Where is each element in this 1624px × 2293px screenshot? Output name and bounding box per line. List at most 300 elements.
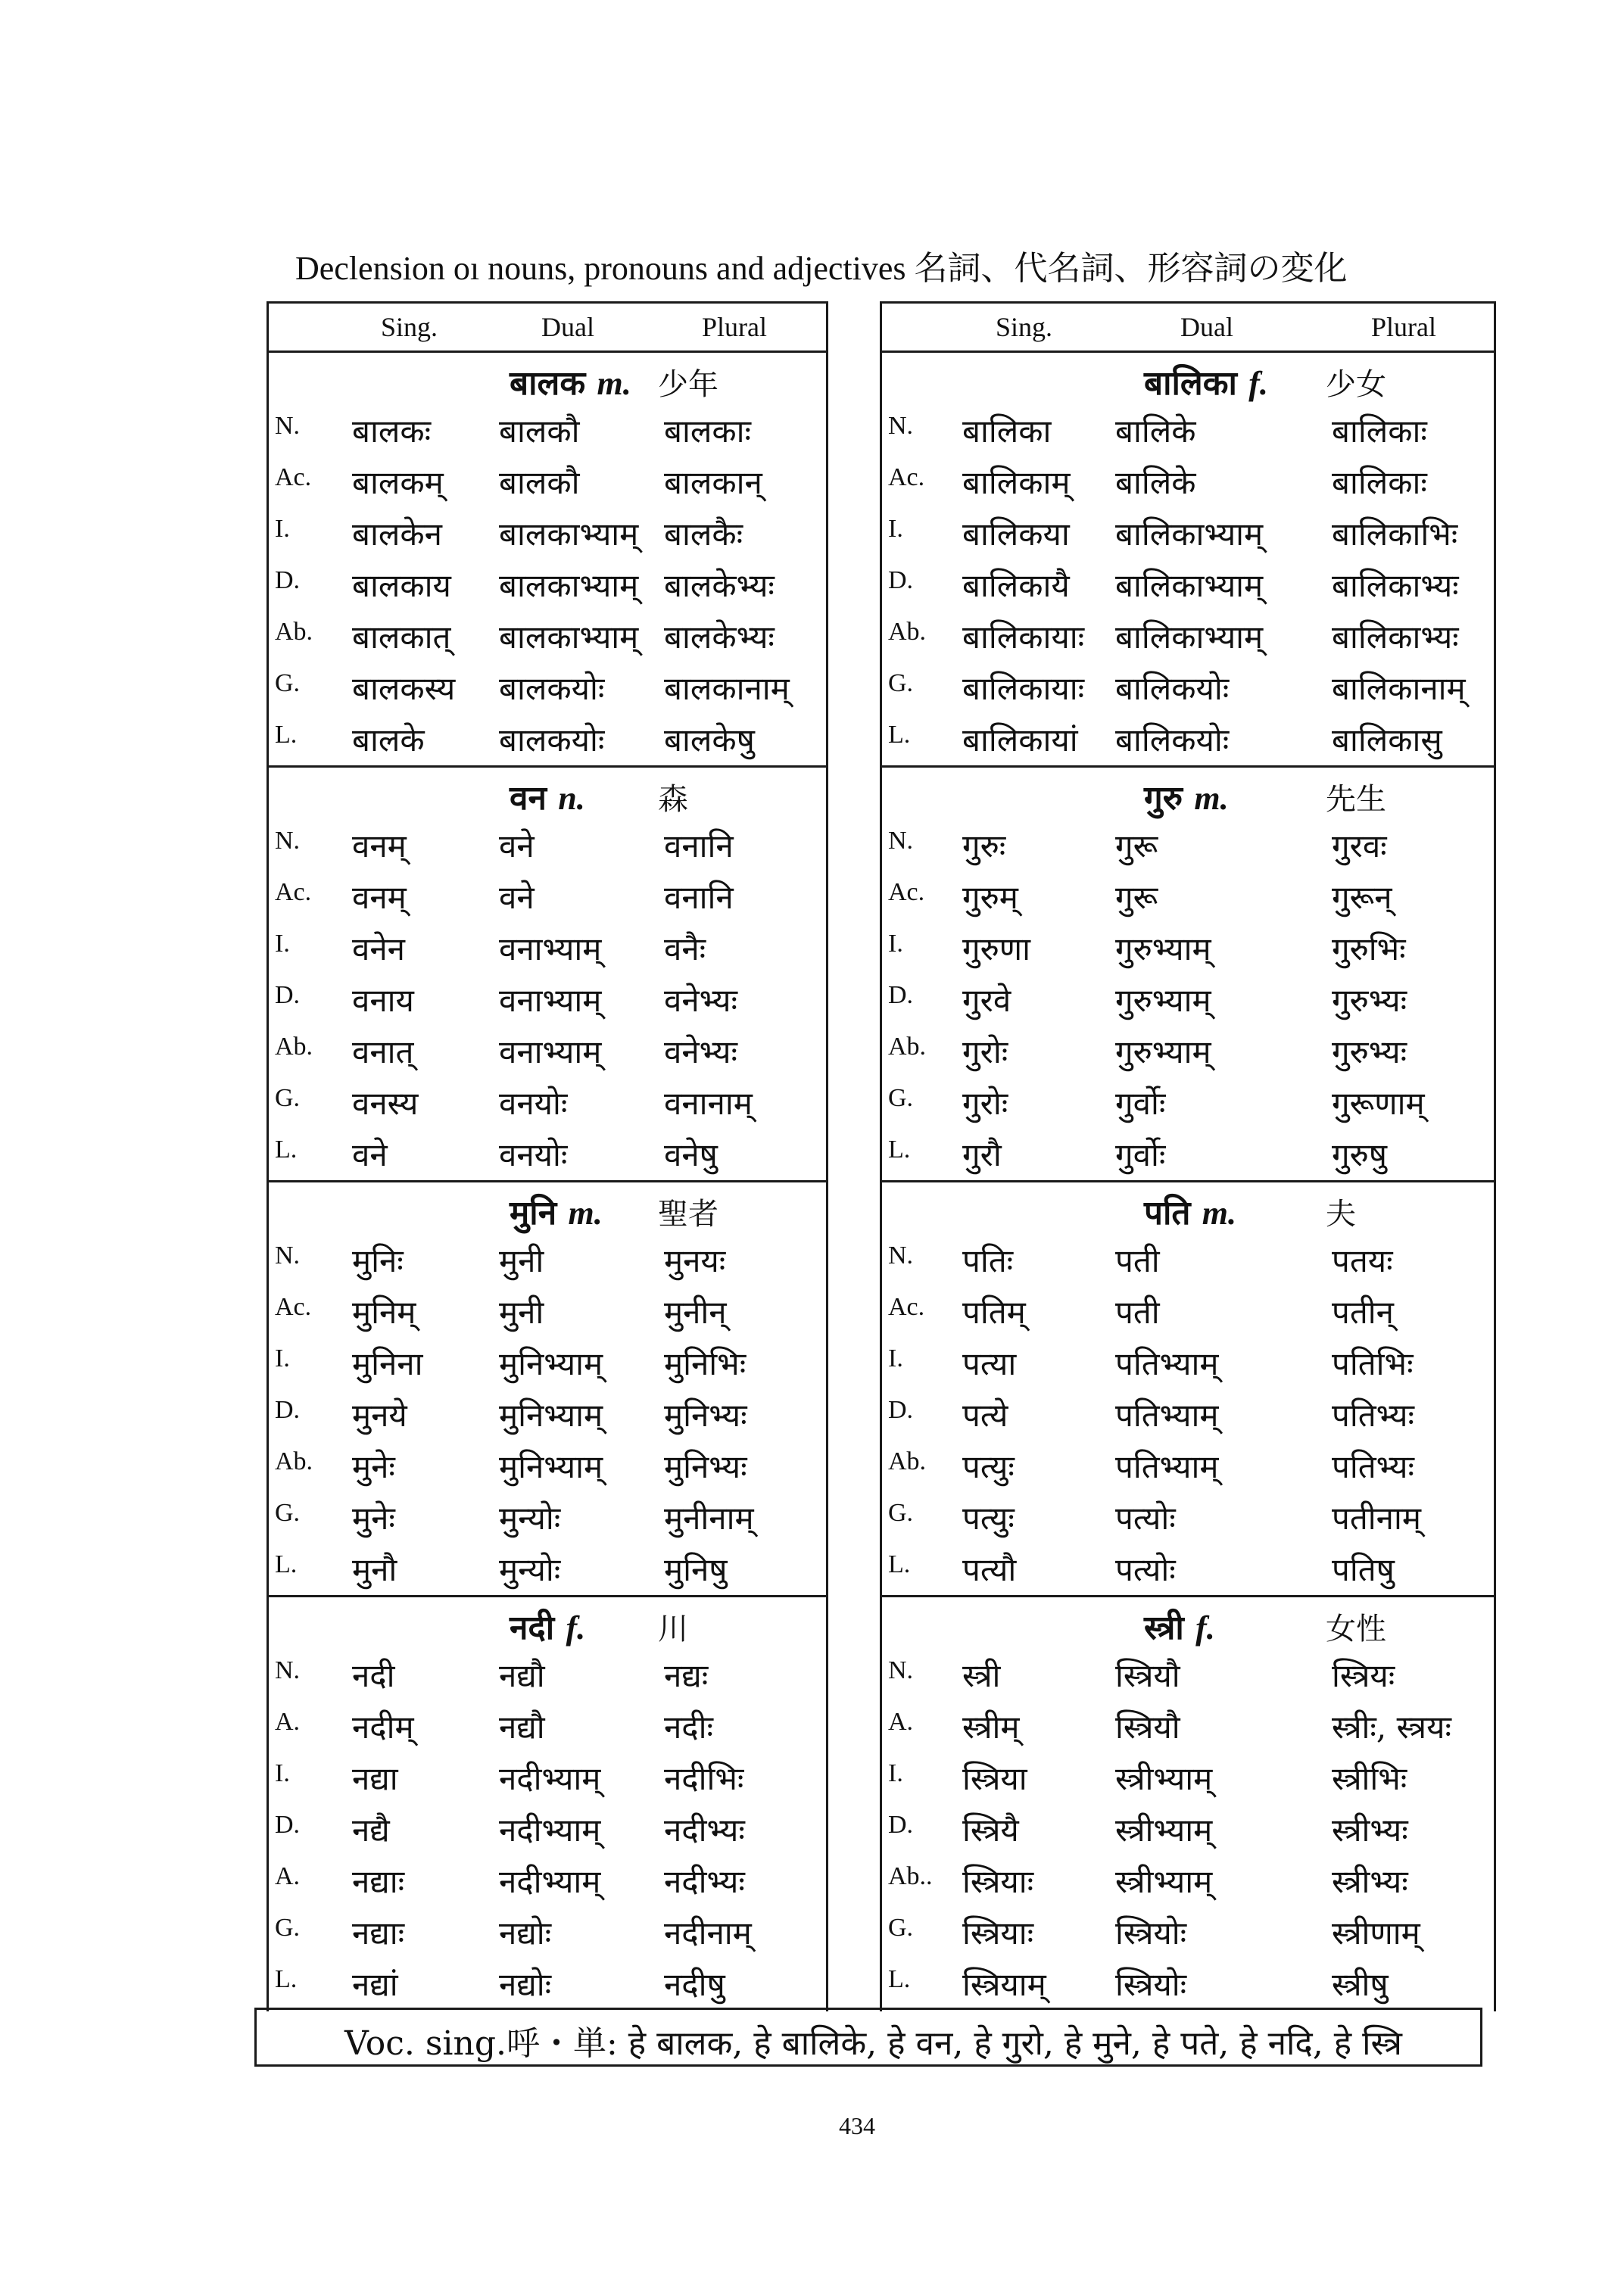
dual-form: स्त्रियौ (1115, 1709, 1180, 1746)
case-label: G. (888, 669, 914, 697)
declension-block (882, 353, 1494, 768)
case-row (269, 1030, 826, 1081)
case-label: D. (275, 981, 301, 1009)
declension-block (882, 1597, 1494, 2010)
sing-form: नद्यै (352, 1812, 390, 1849)
plural-form: स्त्रीषु (1332, 1966, 1389, 2003)
dual-form: बालकयोः (499, 721, 605, 759)
noun-gender: m. (597, 365, 631, 402)
case-label: G. (888, 1084, 914, 1112)
dual-form: वने (499, 879, 535, 916)
sing-form: गुरौ (962, 1136, 1002, 1173)
case-label: L. (275, 1136, 298, 1164)
case-row (882, 666, 1494, 718)
dual-form: गुर्वोः (1115, 1085, 1166, 1122)
case-row (269, 409, 826, 460)
plural-form: वनैः (664, 930, 706, 967)
case-row (269, 927, 826, 978)
sing-form: गुरुणा (962, 930, 1031, 967)
case-row (269, 978, 826, 1030)
declension-block (269, 1597, 826, 2010)
case-row (269, 1653, 826, 1705)
dual-form: पती (1115, 1294, 1160, 1331)
plural-form: मुनिषु (664, 1551, 728, 1588)
plural-form: मुनिभिः (664, 1345, 747, 1382)
dual-form: स्त्रियोः (1115, 1966, 1187, 2003)
sing-form: गुरोः (962, 1033, 1008, 1070)
case-label: Ab. (275, 1447, 313, 1475)
case-row (882, 1444, 1494, 1496)
case-row (269, 1393, 826, 1444)
case-row (269, 1547, 826, 1599)
case-label: G. (275, 1084, 301, 1112)
noun-stem: स्त्री (1144, 1609, 1184, 1647)
dual-form: पतिभ्याम् (1115, 1345, 1219, 1382)
plural-form: बालिकानाम् (1332, 670, 1466, 707)
noun-gloss: 聖者 (658, 1197, 718, 1232)
plural-form: वनेभ्यः (664, 982, 737, 1019)
dual-form: बालिके (1115, 464, 1196, 501)
sing-form: गुरुः (962, 827, 1006, 865)
plural-form: गुरुभिः (1332, 930, 1406, 967)
noun-gender: m. (1202, 1195, 1237, 1232)
plural-form: पतीन् (1332, 1294, 1394, 1331)
dual-form: मुनिभ्याम् (499, 1345, 603, 1382)
case-label: D. (275, 1811, 301, 1839)
case-row (269, 615, 826, 666)
plural-form: वनेषु (664, 1136, 718, 1173)
case-row (269, 1290, 826, 1341)
case-row (269, 1238, 826, 1290)
noun-gender: f. (1248, 365, 1268, 402)
sing-form: बालिका (962, 413, 1052, 450)
case-label: D. (888, 1811, 914, 1839)
plural-form: पतिभ्यः (1332, 1397, 1414, 1434)
plural-form: नदीः (664, 1709, 713, 1746)
vocative-text: Voc. sing.呼・単: हे बालक, हे बालिके, हे वन, हे गुरो, हे मुने, हे पते, हे नदि, हे स्त्रि (344, 2024, 1402, 2063)
case-row (882, 563, 1494, 615)
dual-form: बालकयोः (499, 670, 605, 707)
plural-form: वनानि (664, 879, 734, 916)
case-label: I. (888, 515, 903, 543)
noun-gloss: 先生 (1326, 782, 1386, 817)
case-row (882, 1547, 1494, 1599)
plural-form: पतिषु (1332, 1551, 1395, 1588)
case-label: N. (275, 1242, 301, 1270)
case-label: N. (888, 412, 914, 440)
dual-form: नदीभ्याम् (499, 1863, 601, 1900)
plural-form: बालिकाः (1332, 464, 1427, 501)
sing-form: बालकाय (352, 567, 451, 604)
sing-form: नद्या (352, 1760, 398, 1797)
sing-form: नद्यां (352, 1966, 398, 2003)
noun-gender: m. (1194, 780, 1229, 817)
dual-form: पतिभ्याम् (1115, 1397, 1219, 1434)
noun-stem: बालिका (1144, 364, 1237, 403)
case-label: L. (275, 1965, 298, 1993)
vocative-row (254, 2008, 1482, 2067)
dual-form: पती (1115, 1242, 1160, 1279)
case-row (269, 512, 826, 563)
plural-form: मुनिभ्यः (664, 1448, 747, 1485)
dual-form: बालिकयोः (1115, 670, 1230, 707)
case-label: N. (888, 1656, 914, 1684)
case-row (882, 1238, 1494, 1290)
sing-form: वनस्य (352, 1085, 419, 1122)
plural-form: बालकेभ्यः (664, 618, 775, 656)
declension-block (269, 1182, 826, 1597)
case-row (882, 1081, 1494, 1132)
sing-form: बालिकया (962, 516, 1070, 553)
case-row (269, 1132, 826, 1184)
dual-form: गुरू (1115, 827, 1158, 865)
sing-form: स्त्रियाम् (962, 1966, 1046, 2003)
plural-form: गुरुषु (1332, 1136, 1388, 1173)
plural-form: बालिकाभिः (1332, 516, 1458, 553)
sing-form: स्त्रियै (962, 1812, 1019, 1849)
case-label: G. (888, 1499, 914, 1527)
case-label: I. (275, 515, 290, 543)
sing-form: बालिकायाः (962, 618, 1085, 656)
dual-form: मुन्योः (499, 1551, 561, 1588)
case-label: L. (888, 1136, 911, 1164)
case-label: D. (888, 981, 914, 1009)
sing-form: नद्याः (352, 1863, 405, 1900)
case-label: A. (275, 1708, 301, 1736)
sing-form: बालकात् (352, 618, 451, 656)
noun-stem: मुनि (510, 1194, 557, 1232)
noun-stem: पति (1144, 1194, 1191, 1232)
declension-block (882, 1182, 1494, 1597)
plural-form: नद्यः (664, 1657, 709, 1694)
plural-form: मुनिभ्यः (664, 1397, 747, 1434)
plural-form: वनानाम् (664, 1085, 753, 1122)
plural-form: पतयः (1332, 1242, 1393, 1279)
case-label: Ac. (275, 878, 312, 906)
sing-form: बालकम् (352, 464, 444, 501)
case-label: N. (275, 412, 301, 440)
plural-form: बालिकाः (1332, 413, 1427, 450)
sing-form: बालिकायाः (962, 670, 1085, 707)
left-declension-table (267, 301, 828, 2011)
case-row (882, 512, 1494, 563)
dual-form: नद्योः (499, 1966, 552, 2003)
sing-form: स्त्रियाः (962, 1914, 1034, 1952)
sing-form: पत्ये (962, 1397, 1008, 1434)
case-label: I. (888, 930, 903, 958)
case-label: A. (888, 1708, 914, 1736)
case-row (269, 824, 826, 875)
noun-gender: m. (568, 1195, 603, 1232)
dual-form: बालिकयोः (1115, 721, 1230, 759)
case-label: N. (275, 827, 301, 855)
sing-form: मुनये (352, 1397, 407, 1434)
sing-form: बालिकायै (962, 567, 1070, 604)
sing-form: पत्युः (962, 1448, 1015, 1485)
case-row (882, 875, 1494, 927)
sing-form: वनात् (352, 1033, 414, 1070)
case-row (269, 1705, 826, 1756)
case-label: I. (275, 930, 290, 958)
sing-form: मुनौ (352, 1551, 397, 1588)
page-title: Declension oı nouns, pronouns and adjectives 名詞、代名詞、形容詞の変化 (295, 250, 1348, 287)
case-row (882, 824, 1494, 875)
dual-form: बालिकाभ्याम् (1115, 618, 1264, 656)
case-label: L. (888, 721, 911, 749)
plural-form: नदीनाम् (664, 1914, 752, 1952)
plural-form: बालकैः (664, 516, 743, 553)
dual-form: गुरुभ्याम् (1115, 982, 1211, 1019)
case-label: D. (888, 1396, 914, 1424)
sing-form: बालकेन (352, 516, 442, 553)
dual-form: स्त्रियोः (1115, 1914, 1187, 1952)
dual-form: मुनिभ्याम् (499, 1397, 603, 1434)
case-label: L. (888, 1965, 911, 1993)
case-row (882, 460, 1494, 512)
case-label: I. (888, 1759, 903, 1787)
noun-title (1144, 1189, 1236, 1234)
noun-stem: बालक (510, 364, 586, 403)
noun-stem: नदी (510, 1609, 555, 1647)
noun-title (510, 1189, 603, 1234)
dual-form: बालकाभ्याम् (499, 618, 639, 656)
plural-form: मुनीन् (664, 1294, 727, 1331)
case-label: G. (275, 1499, 301, 1527)
noun-title (1144, 774, 1229, 819)
dual-form: बालिकाभ्याम् (1115, 567, 1264, 604)
sing-form: नद्याः (352, 1914, 405, 1952)
case-row (269, 1444, 826, 1496)
case-row (269, 1496, 826, 1547)
dual-form: स्त्रीभ्याम् (1115, 1760, 1213, 1797)
case-label: Ac. (275, 463, 312, 491)
case-row (882, 1132, 1494, 1184)
plural-form: बालिकाभ्यः (1332, 618, 1459, 656)
dual-form: स्त्रियौ (1115, 1657, 1180, 1694)
dual-form: वनाभ्याम् (499, 982, 602, 1019)
sing-form: बालिकायां (962, 721, 1078, 759)
case-label: A. (275, 1862, 301, 1890)
case-label: G. (275, 669, 301, 697)
case-row (882, 1496, 1494, 1547)
case-label: N. (275, 1656, 301, 1684)
case-label: G. (275, 1914, 301, 1942)
case-row (269, 1911, 826, 1962)
case-row (882, 978, 1494, 1030)
plural-form: मुनीनाम् (664, 1500, 754, 1537)
case-label: N. (888, 827, 914, 855)
dual-form: नद्यौ (499, 1709, 545, 1746)
sing-form: मुनेः (352, 1500, 395, 1537)
sing-form: वनाय (352, 982, 414, 1019)
sing-form: गुरवे (962, 982, 1011, 1019)
plural-form: वनानि (664, 827, 734, 865)
dual-form: गुरुभ्याम् (1115, 930, 1211, 967)
case-row (269, 1081, 826, 1132)
sing-form: मुनिः (352, 1242, 404, 1279)
noun-gloss: 夫 (1326, 1197, 1356, 1232)
dual-form: बालकौ (499, 464, 580, 501)
sing-form: मुनिना (352, 1345, 423, 1382)
column-header-row (882, 304, 1494, 353)
plural-form: स्त्रीभिः (1332, 1760, 1407, 1797)
plural-form: गुरूणाम् (1332, 1085, 1425, 1122)
case-label: Ab. (888, 618, 927, 646)
plural-form: पतिभ्यः (1332, 1448, 1414, 1485)
declension-block (882, 768, 1494, 1182)
sing-form: स्त्रीम् (962, 1709, 1020, 1746)
dual-form: नद्योः (499, 1914, 552, 1952)
case-row (269, 1808, 826, 1859)
case-row (269, 718, 826, 769)
sing-form: पत्या (962, 1345, 1017, 1382)
plural-form: स्त्रीभ्यः (1332, 1863, 1408, 1900)
case-label: Ab. (888, 1033, 927, 1061)
case-label: Ac. (888, 1293, 925, 1321)
sing-form: स्त्रिया (962, 1760, 1027, 1797)
noun-gender: f. (1195, 1609, 1215, 1647)
noun-gloss: 川 (658, 1612, 688, 1647)
case-row (882, 409, 1494, 460)
sing-form: बालकस्य (352, 670, 456, 707)
case-label: D. (275, 1396, 301, 1424)
plural-form: नदीभ्यः (664, 1812, 745, 1849)
sing-form: बालिकाम् (962, 464, 1071, 501)
noun-gloss: 女性 (1326, 1612, 1386, 1647)
case-label: Ab. (275, 1033, 313, 1061)
dual-form: बालकाभ्याम् (499, 567, 639, 604)
sing-form: वने (352, 1136, 388, 1173)
sing-form: पतिम् (962, 1294, 1026, 1331)
plural-form: गुरुभ्यः (1332, 1033, 1407, 1070)
case-row (269, 460, 826, 512)
case-row (882, 1859, 1494, 1911)
column-header-row (269, 304, 826, 353)
case-row (882, 1756, 1494, 1808)
case-row (269, 563, 826, 615)
case-row (269, 666, 826, 718)
dual-form: गुरू (1115, 879, 1158, 916)
noun-title (1144, 359, 1268, 404)
plural-form: स्त्रीणाम् (1332, 1914, 1420, 1952)
sing-form: स्त्रियाः (962, 1863, 1034, 1900)
case-row (882, 1290, 1494, 1341)
plural-form: बालकानाम् (664, 670, 790, 707)
case-row (882, 1808, 1494, 1859)
noun-title (1144, 1603, 1215, 1649)
sing-form: नदी (352, 1657, 395, 1694)
case-row (882, 718, 1494, 769)
noun-gender: n. (558, 780, 585, 817)
case-label: Ac. (888, 463, 925, 491)
case-row (882, 1962, 1494, 2014)
dual-form: मुनी (499, 1294, 544, 1331)
column-header-sing: Sing. (381, 312, 438, 342)
plural-form: नदीभिः (664, 1760, 744, 1797)
dual-form: बालकौ (499, 413, 580, 450)
dual-form: नदीभ्याम् (499, 1812, 601, 1849)
case-label: L. (275, 721, 298, 749)
case-label: Ab.. (888, 1862, 933, 1890)
sing-form: वनम् (352, 827, 407, 865)
dual-form: गुरुभ्याम् (1115, 1033, 1211, 1070)
plural-form: पतिभिः (1332, 1345, 1414, 1382)
dual-form: स्त्रीभ्याम् (1115, 1863, 1213, 1900)
dual-form: बालिके (1115, 413, 1196, 450)
plural-form: स्त्रियः (1332, 1657, 1395, 1694)
case-label: Ac. (888, 878, 925, 906)
noun-gender: f. (566, 1609, 586, 1647)
dual-form: स्त्रीभ्याम् (1115, 1812, 1213, 1849)
dual-form: वनाभ्याम् (499, 930, 602, 967)
plural-form: वनेभ्यः (664, 1033, 737, 1070)
dual-form: नद्यौ (499, 1657, 545, 1694)
noun-gloss: 少女 (1326, 367, 1386, 402)
dual-form: मुन्योः (499, 1500, 561, 1537)
case-label: D. (275, 566, 301, 594)
dual-form: पत्योः (1115, 1500, 1176, 1537)
case-label: G. (888, 1914, 914, 1942)
dual-form: पत्योः (1115, 1551, 1176, 1588)
case-row (882, 1393, 1494, 1444)
column-header-dual: Dual (541, 312, 594, 342)
case-row (882, 927, 1494, 978)
case-row (882, 615, 1494, 666)
column-header-plural: Plural (702, 312, 767, 342)
sing-form: पतिः (962, 1242, 1014, 1279)
noun-gloss: 少年 (658, 367, 718, 402)
plural-form: स्त्रीभ्यः (1332, 1812, 1408, 1849)
case-label: L. (275, 1550, 298, 1578)
case-label: Ac. (275, 1293, 312, 1321)
column-header-dual: Dual (1180, 312, 1233, 342)
plural-form: नदीभ्यः (664, 1863, 745, 1900)
sing-form: पत्यौ (962, 1551, 1017, 1588)
case-row (882, 1030, 1494, 1081)
dual-form: वनाभ्याम् (499, 1033, 602, 1070)
dual-form: मुनी (499, 1242, 544, 1279)
plural-form: गुरुभ्यः (1332, 982, 1407, 1019)
sing-form: वनम् (352, 879, 407, 916)
plural-form: नदीषु (664, 1966, 725, 2003)
case-row (882, 1705, 1494, 1756)
noun-gloss: 森 (658, 782, 688, 817)
case-label: Ab. (888, 1447, 927, 1475)
plural-form: बालकान् (664, 464, 762, 501)
column-header-plural: Plural (1371, 312, 1436, 342)
case-label: D. (888, 566, 914, 594)
column-header-sing: Sing. (996, 312, 1053, 342)
sing-form: पत्युः (962, 1500, 1015, 1537)
plural-form: बालकेषु (664, 721, 755, 759)
declension-block (269, 768, 826, 1182)
sing-form: बालकः (352, 413, 432, 450)
sing-form: स्त्री (962, 1657, 1001, 1694)
sing-form: गुरोः (962, 1085, 1008, 1122)
case-row (269, 1341, 826, 1393)
noun-stem: गुरु (1144, 779, 1183, 818)
declension-block (269, 353, 826, 768)
sing-form: बालके (352, 721, 425, 759)
plural-form: पतीनाम् (1332, 1500, 1421, 1537)
case-row (269, 1859, 826, 1911)
case-label: I. (275, 1759, 290, 1787)
sing-form: नदीम् (352, 1709, 414, 1746)
case-row (882, 1653, 1494, 1705)
case-label: N. (888, 1242, 914, 1270)
right-declension-table (880, 301, 1496, 2011)
dual-form: वनयोः (499, 1085, 568, 1122)
